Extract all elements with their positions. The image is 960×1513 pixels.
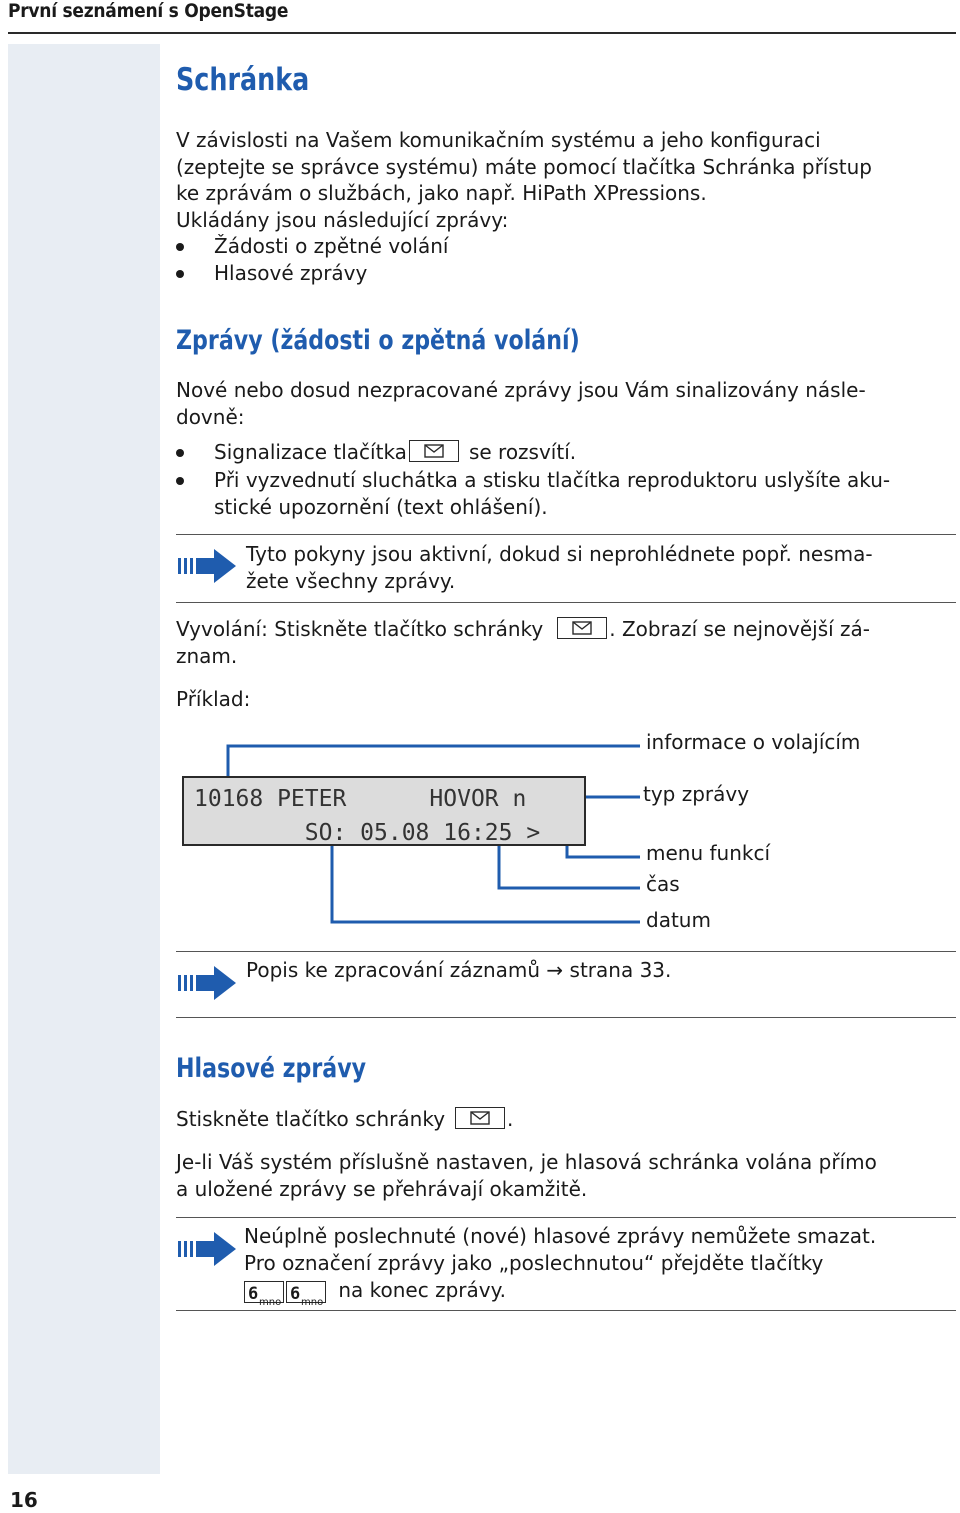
display-line-1: 10168 PETER HOVOR n (194, 786, 527, 812)
voice-body-line: a uložené zprávy se přehrávají okamžitě. (176, 1176, 588, 1201)
note-arrow-icon (176, 1229, 238, 1269)
intro-line: dovně: (176, 404, 245, 429)
note-text (244, 1223, 877, 1308)
note-line-end: na konec zprávy. (338, 1278, 506, 1302)
note-line: Pro označení zprávy jako „poslechnutou“ přejděte tlačítky (244, 1251, 824, 1275)
callout-caller-info: informace o volajícím (646, 730, 861, 754)
note-text: Popis ke zpracování záznamů → strana 33. (246, 958, 672, 982)
call-line-2: znam. (176, 643, 238, 668)
phone-display (182, 776, 586, 846)
display-line-2 (194, 820, 540, 846)
note-line: Neúplně poslechnuté (nové) hlasové zprávy nemůžete smazat. (244, 1224, 877, 1248)
note-bottom-rule (176, 1310, 956, 1311)
note-arrow-icon (176, 963, 238, 1003)
bullet-line: stické upozornění (text ohlášení). (214, 494, 548, 519)
voice-press-instruction (176, 1106, 956, 1133)
voice-body-line: Je-li Váš systém příslušně nastaven, je hlasová schránka volána přímo (176, 1150, 877, 1174)
voice-press-text: Stiskněte tlačítko schránky (176, 1107, 446, 1131)
bullet-text-start: Signalizace tlačítka (214, 440, 407, 464)
section-title-voice: Hlasové zprávy (176, 1053, 367, 1084)
intro-line: (zeptejte se správce systému) máte pomocí tlačítka Schránka přístup (176, 154, 872, 179)
note-line: Tyto pokyny jsou aktivní, dokud si neprohlédnete popř. nesma- (246, 542, 873, 566)
running-header: První seznámení s OpenStage (8, 0, 289, 22)
example-label: Příklad: (176, 687, 251, 711)
bullet-line: Při vyzvednutí sluchátka a stisku tlačítka reproduktoru uslyšíte aku- (214, 468, 891, 492)
note-bottom-rule (176, 1017, 956, 1018)
callout-message-type: typ zprávy (643, 782, 750, 806)
intro-line: V závislosti na Vašem komunikačním systému a jeho konfiguraci (176, 128, 821, 152)
section-title-callbacks: Zprávy (žádosti o zpětná volání) (176, 325, 580, 356)
voice-body (176, 1149, 956, 1202)
voice-press-line (176, 1106, 956, 1133)
bullet-text: Žádosti o zpětné volání (214, 234, 449, 258)
keypad-6-key-icon: 6 mno (244, 1281, 284, 1303)
voice-press-end: . (507, 1107, 514, 1131)
intro-line: Nové nebo dosud nezpracované zprávy jsou Vám sinalizovány násle- (176, 378, 866, 402)
keypad-6-key-icon: 6 mno (286, 1281, 326, 1303)
intro-line: Ukládány jsou následující zprávy: (176, 207, 509, 232)
bullet-text: Hlasové zprávy (214, 261, 368, 285)
display-line-2-text: SO: 05.08 16:25 > (304, 820, 541, 846)
page-number: 16 (10, 1488, 38, 1512)
call-text-end: . Zobrazí se nejnovější zá- (609, 617, 871, 641)
callout-date: datum (646, 908, 711, 932)
note-top-rule (176, 951, 956, 952)
bullet-text-end: se rozsvítí. (468, 440, 577, 464)
note-top-rule (176, 1217, 956, 1218)
note-line (244, 1277, 876, 1308)
callout-function-menu: menu funkcí (646, 841, 771, 865)
note-line: žete všechny zprávy. (246, 569, 456, 593)
call-text-start: Vyvolání: Stiskněte tlačítko schránky (176, 617, 544, 641)
callout-time: čas (646, 872, 680, 896)
intro-line: ke zprávám o službách, jako např. HiPath XPressions. (176, 181, 707, 205)
mailbox-key-icon (455, 1107, 505, 1129)
section-title-mailbox: Schránka (176, 62, 310, 98)
